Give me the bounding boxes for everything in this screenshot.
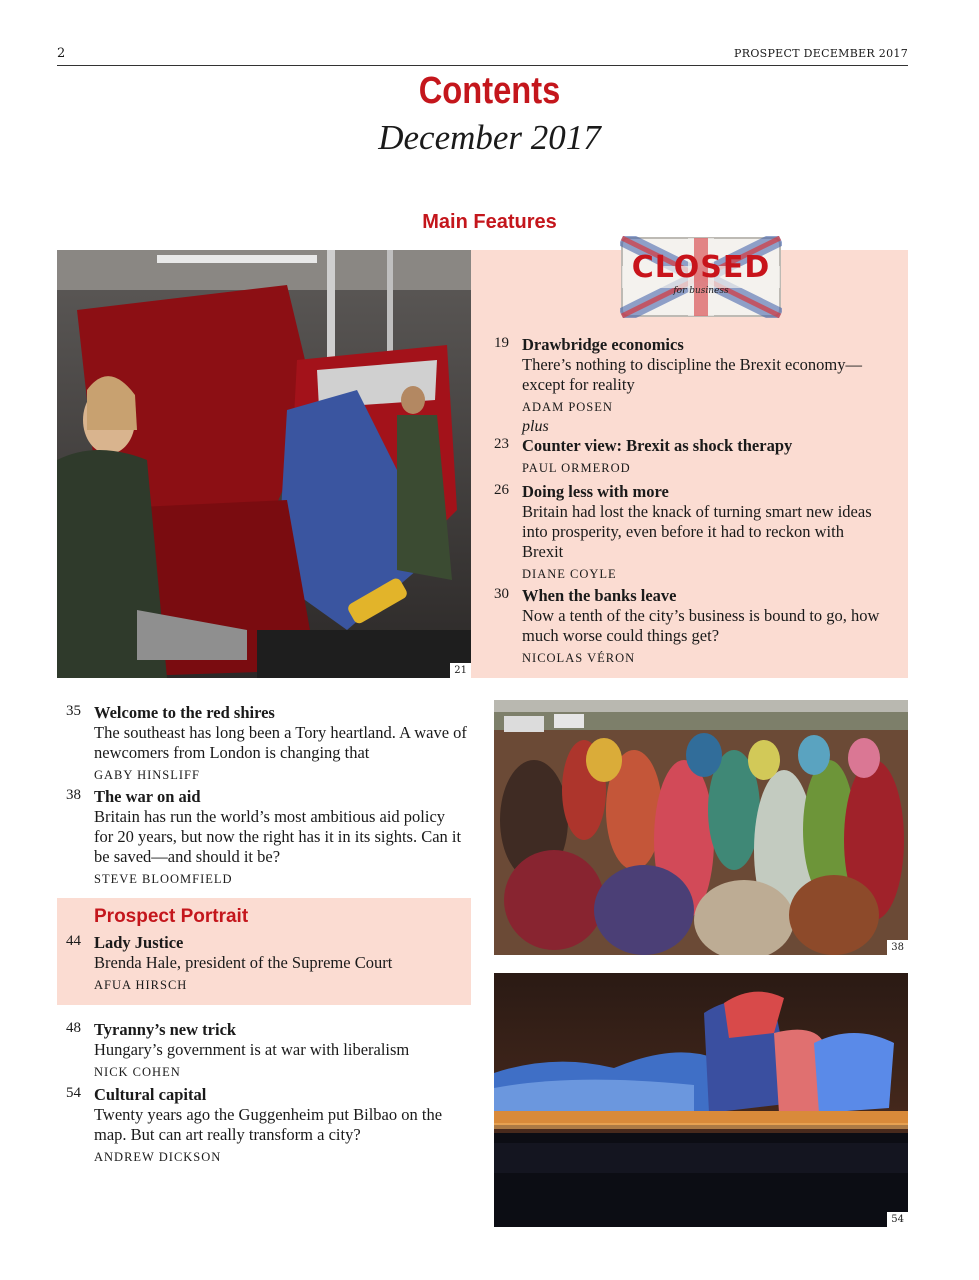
feature-page-number: 23 (494, 436, 509, 452)
article-page-number: 35 (66, 703, 81, 719)
article-headline[interactable]: Cultural capital (94, 1085, 207, 1104)
feature-entry[interactable] (485, 482, 885, 585)
feature-headline[interactable]: Drawbridge economics (522, 335, 684, 354)
portrait-description: Brenda Hale, president of the Supreme Court (94, 953, 393, 972)
article-entry[interactable] (57, 1085, 467, 1168)
feature-author: ADAM POSEN (522, 400, 613, 414)
feature-description: Britain had lost the knack of turning smart new ideas into prosperity, even before it had to reckon with Brexit (522, 502, 872, 561)
page-number: 2 (57, 46, 66, 61)
factory-photo (57, 250, 471, 678)
article-author: ANDREW DICKSON (94, 1150, 222, 1164)
article-description: Twenty years ago the Guggenheim put Bilbao on the map. But can art really transform a city? (94, 1105, 443, 1144)
article-headline[interactable]: Welcome to the red shires (94, 703, 275, 722)
crowd-photo-page-badge: 38 (887, 940, 908, 955)
closed-sign-subtext: for business (673, 286, 729, 296)
article-headline[interactable]: The war on aid (94, 787, 201, 806)
feature-author: NICOLAS VÉRON (522, 651, 636, 665)
main-features-heading: Main Features (422, 211, 557, 233)
feature-entry[interactable] (485, 586, 885, 669)
closed-for-business-sign (620, 236, 782, 318)
plus-label: plus (522, 418, 549, 435)
page-title: Contents (418, 70, 561, 112)
museum-photo-page-badge: 54 (887, 1212, 908, 1227)
portrait-author: AFUA HIRSCH (94, 978, 188, 992)
feature-author: PAUL ORMEROD (522, 461, 631, 475)
portrait-section-title: Prospect Portrait (94, 906, 249, 927)
feature-description: There’s nothing to discipline the Brexit economy—except for reality (522, 355, 863, 394)
article-headline[interactable]: Tyranny’s new trick (94, 1020, 237, 1039)
museum-photo (494, 973, 908, 1227)
portrait-page-number: 44 (66, 933, 81, 949)
feature-headline[interactable]: Counter view: Brexit as shock therapy (522, 436, 793, 455)
feature-author: DIANE COYLE (522, 567, 617, 581)
article-entry[interactable] (57, 703, 467, 786)
issue-date: December 2017 (378, 118, 601, 157)
article-page-number: 48 (66, 1020, 81, 1036)
article-description: Hungary’s government is at war with liberalism (94, 1040, 410, 1059)
crowd-photo (494, 700, 908, 955)
closed-sign-text: CLOSED (631, 250, 771, 285)
article-author: GABY HINSLIFF (94, 768, 200, 782)
feature-entry[interactable] (485, 335, 885, 436)
article-author: NICK COHEN (94, 1065, 181, 1079)
feature-entry[interactable] (485, 436, 885, 479)
article-entry[interactable] (57, 1020, 467, 1083)
portrait-entry[interactable] (57, 933, 467, 996)
feature-description: Now a tenth of the city’s business is bound to go, how much worse could things get? (522, 606, 880, 645)
factory-photo-page-badge: 21 (450, 663, 471, 678)
article-description: Britain has run the world’s most ambitious aid policy for 20 years, but now the right has it in its sights. Can it be saved—and should it be? (94, 807, 462, 866)
feature-page-number: 30 (494, 586, 509, 602)
article-author: STEVE BLOOMFIELD (94, 872, 233, 886)
article-entry[interactable] (57, 787, 467, 890)
portrait-headline[interactable]: Lady Justice (94, 933, 184, 952)
publication-line: PROSPECT DECEMBER 2017 (734, 47, 908, 60)
header-rule (57, 65, 908, 66)
feature-page-number: 26 (494, 482, 509, 498)
article-page-number: 38 (66, 787, 81, 803)
feature-headline[interactable]: Doing less with more (522, 482, 669, 501)
article-description: The southeast has long been a Tory heartland. A wave of newcomers from London is changing that (94, 723, 467, 762)
feature-headline[interactable]: When the banks leave (522, 586, 677, 605)
article-page-number: 54 (66, 1085, 81, 1101)
feature-page-number: 19 (494, 335, 509, 351)
